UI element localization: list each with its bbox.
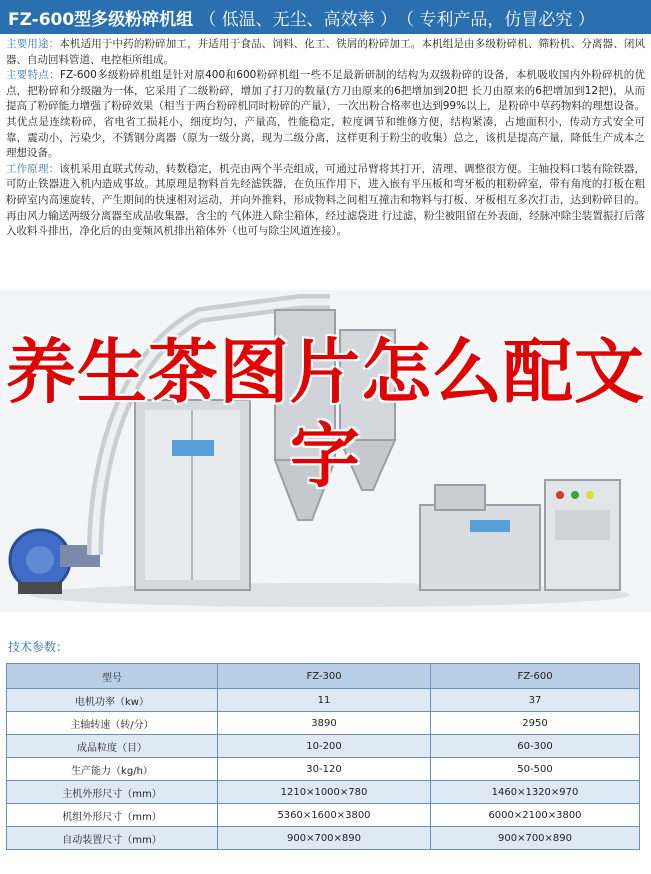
row-label: 主机外形尺寸（mm） (7, 781, 218, 804)
header-model: 型号 (7, 664, 218, 689)
table-row (7, 781, 640, 804)
row-label: 主轴转速（转/分） (7, 712, 218, 735)
row-value-fz300: 5360×1600×3800 (218, 804, 431, 827)
usage-label: 主要用途： (6, 38, 60, 50)
usage-paragraph (6, 37, 645, 68)
features-label: 主要特点： (6, 69, 60, 82)
table-header-row (7, 664, 640, 689)
row-value-fz600: 50-500 (431, 758, 640, 781)
row-value-fz600: 2950 (431, 712, 640, 735)
description-block (6, 37, 645, 240)
row-label: 自动装置尺寸（mm） (7, 827, 218, 850)
row-value-fz600: 6000×2100×3800 (431, 804, 640, 827)
row-label: 成品粒度（目） (7, 735, 218, 758)
row-value-fz600: 60-300 (431, 735, 640, 758)
spec-table (6, 663, 640, 850)
row-value-fz600: 900×700×890 (431, 827, 640, 850)
row-value-fz600: 1460×1320×970 (431, 781, 640, 804)
params-title: 技术参数： (8, 640, 69, 654)
row-value-fz300: 3890 (218, 712, 431, 735)
principle-label: 工作原理： (6, 162, 60, 175)
row-label: 生产能力（kg/h） (7, 758, 218, 781)
table-row (7, 689, 640, 712)
overlay-title: 养生茶图片怎么配文字 (6, 331, 645, 497)
row-value-fz300: 900×700×890 (218, 827, 431, 850)
patent-notice: （ 专利产品，仿冒必究 ） (397, 9, 595, 30)
table-row (7, 758, 640, 781)
row-label: 电机功率（kw） (7, 689, 218, 712)
table-row (7, 827, 640, 850)
table-row (7, 735, 640, 758)
row-label: 机组外形尺寸（mm） (7, 804, 218, 827)
header-fz300: FZ-300 (218, 664, 431, 689)
row-value-fz300: 10-200 (218, 735, 431, 758)
table-row (7, 712, 640, 735)
usage-text: 本机适用于中药的粉碎加工，并适用于食品、饲料、化工、铁屑的粉碎加工。本机组是由多级粉碎机、筛粉机、分离器、闭风器、自动回料管道、电控柜所组成。 (6, 38, 646, 66)
feature-tagline: （ 低温、无尘、高效率 ） (199, 9, 397, 30)
row-value-fz600: 37 (431, 689, 640, 712)
row-value-fz300: 11 (218, 689, 431, 712)
row-value-fz300: 30-120 (218, 758, 431, 781)
row-value-fz300: 1210×1000×780 (218, 781, 431, 804)
table-row (7, 804, 640, 827)
product-title: FZ-600型多级粉碎机组 (8, 9, 194, 30)
features-paragraph (6, 68, 645, 162)
principle-text: 该机采用直联式传动，转数稳定，机壳由两个半壳组成，可通过吊臂将其打开，清理、调整很方便。主轴投料口装有除铁器，可防止铁器进入机内造成事故。其原理是物料首先经滤铁器，在负压作用下，进入嵌有平压板和弯牙板的粗粉碎室，带有角度的打板在粗粉碎室内高速旋转，产生期间的快速相对运动，并向外推料，形成物料之间相互撞击和物料与打板、牙板相互多次打击，达到粉碎目的。再由风力输送两级分离器至成品收集器，含尘的 气体进入除尘箱体，经过滤袋进 行过滤，粉尘被阻留在外表面，经脉冲除尘装置振打后落入收料斗排出，净化后的由变频风机排出箱体外（也可与除尘风道连接）。 (6, 162, 646, 238)
header-fz600: FZ-600 (431, 664, 640, 689)
principle-paragraph (6, 162, 645, 240)
features-text: FZ-600多级粉碎机组是针对原400和600粉碎机组一些不足最新研制的结构为双级粉碎的设备，本机吸收国内外粉碎机的优点，把粉碎和分级融为一体，它采用了二级粉碎，增加了打刀的数量(方刀由原来的6把增加到20把 长刀由原来的6把增加到12把)，从而提高了粉碎能力增强了粉碎效果（相当于两台粉碎机同时粉碎的产量），一次出粉合格率也达到99%以上，是粉碎中草药物料的理想设备。其优点是连续粉碎，省电省工损耗小，细度均匀，产量高，性能稳定，粒度调节和维修方便，结构紧凑，占地面积小，传动方式安全可靠，震动小，污染少，不锈钢分离器（原为一级分离，现为二级分离，这样更利于粉尘的收集）总之，该机是提高产量，降低生产成本之理想设备。 (6, 69, 645, 160)
header-bar (0, 0, 651, 34)
